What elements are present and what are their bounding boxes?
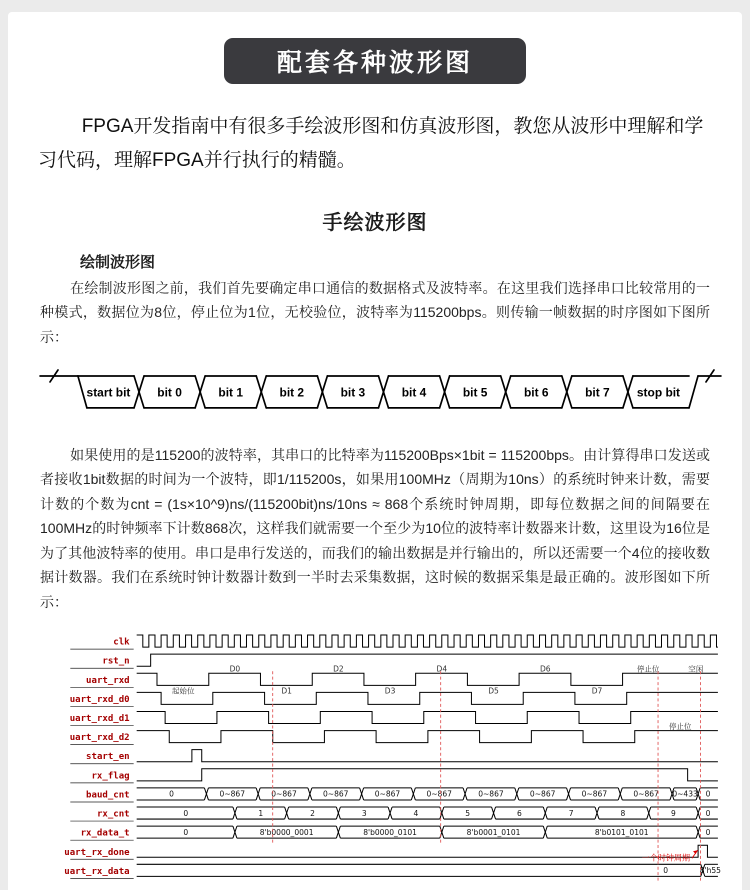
frame-intro-paragraph: 在绘制波形图之前，我们首先要确定串口通信的数据格式及波特率。在这里我们选择串口比较常用的一种模式，数据位为8位，停止位为1位，无校验位，波特率为115200bps。则传输一帧数据的时序图如下图所示： (40, 279, 710, 345)
signal-name: start_en (86, 752, 130, 763)
wave-label: D3 (384, 686, 396, 696)
bus-value: 8'b0101_0101 (594, 828, 649, 838)
bus-value: 0 (705, 828, 711, 838)
bus-value: 0~867 (478, 790, 504, 800)
bus-value: 0~867 (529, 790, 556, 800)
frame-cell-label: bit 2 (279, 385, 305, 400)
wave-label: D4 (436, 665, 448, 675)
signal-name: baud_cnt (86, 790, 130, 801)
signal-name: clk (113, 638, 130, 649)
bus-value: 0 (705, 809, 711, 819)
bus-value: 6 (517, 809, 522, 819)
intro-paragraph: FPGA开发指南中有很多手绘波形图和仿真波形图，教您从波形中理解和学习代码，理解FPGA并行执行的精髓。 (38, 116, 704, 171)
bus-value: 2 (310, 809, 315, 819)
signal-name: uart_rx_done (64, 848, 130, 859)
signal-name: rx_data_t (80, 829, 130, 840)
bus-value: 8'b0000_0001 (259, 828, 314, 838)
analysis-paragraph: 如果使用的是115200的波特率，其串口的比特率为115200Bps×1bit = 115200bps。由计算得串口发送或者接收1bit数据的时间为一个波特，即1/115200s，如果用100MHz（周期为10ns）的系统时钟来计数，需要计数的个数为cnt = (1s×10^9)ns/(115200bit)ns/10ns ≈ 868个系统时钟周期，即每位数据之间的间隔要在100MHz的时钟频率下计数868次，这样我们就需要一个至少为10位的波特率计数器来计数，这里设为16位是为了其他波特率的使用。串口是串行发送的，而我们的输出数据是并行输出的，所以还需要一个4位的接收数据计数器。我们在系统时钟计数器计数到一半时去采集数据，这时候的数据采集是最正确的。波形图如下所示： (40, 446, 710, 610)
sub-heading: 绘制波形图 (80, 253, 156, 271)
section-title: 手绘波形图 (322, 211, 428, 234)
wave-label: 停止位 (668, 722, 692, 732)
stop-rise (689, 376, 698, 408)
annotation-text: 一个时钟周期 (641, 853, 691, 863)
bit-wave (137, 693, 718, 705)
wave-label: D0 (229, 665, 241, 675)
bus-value: 1 (258, 809, 264, 819)
bus-value: 0 (169, 790, 174, 800)
wave-label: D2 (333, 665, 344, 675)
frame-cell-label: bit 0 (157, 385, 182, 400)
signal-name: rst_n (102, 657, 130, 668)
frame-cell-label: bit 1 (218, 385, 243, 400)
bus-value: 0~867 (374, 790, 401, 800)
wave-label: D6 (539, 665, 551, 675)
bit-wave (137, 750, 718, 762)
bus-value: 0~867 (219, 790, 246, 800)
signal-name: rx_flag (91, 771, 130, 782)
frame-cell-label: bit 6 (523, 385, 549, 400)
bit-wave (137, 655, 718, 667)
bit-wave (137, 712, 718, 724)
signal-name: uart_rx_data (64, 867, 130, 878)
simulation-waveform-figure (18, 628, 732, 889)
signal-name: uart_rxd (86, 676, 130, 687)
wave-label: D5 (488, 686, 499, 696)
frame-cell-label: bit 4 (401, 385, 427, 400)
annotation-arrowhead (693, 851, 698, 855)
frame-cell-label: bit 3 (340, 385, 366, 400)
simulation-waveform-diagram (18, 628, 732, 889)
start-fall (78, 376, 87, 408)
bus-value: 9 (671, 809, 676, 819)
bus-value: 8'h55 (699, 866, 721, 876)
signal-name: rx_cnt (96, 810, 130, 821)
wave-label: D7 (591, 686, 603, 696)
frame-cell-label: bit 5 (462, 385, 488, 400)
section-banner (224, 38, 526, 84)
bus-value: 0~433 (672, 790, 698, 800)
bus-value: 0 (183, 828, 189, 838)
frame-cell-label: bit 7 (585, 385, 610, 400)
content-page (8, 12, 742, 890)
bit-wave (137, 769, 718, 781)
bus-value: 8'b0000_0101 (363, 828, 417, 838)
wave-label: 起始位 (171, 686, 195, 696)
bus-value: 5 (465, 809, 471, 819)
wave-label: D1 (281, 686, 292, 696)
bus-value: 0 (705, 790, 711, 800)
bus-value: 0~867 (323, 790, 349, 800)
bus-value: 8'b0001_0101 (466, 828, 521, 838)
signal-name: uart_rxd_d1 (69, 714, 130, 725)
bus-value: 0 (183, 809, 189, 819)
clock-wave (137, 635, 718, 647)
bus-value: 0~867 (633, 790, 659, 800)
banner-title: 配套各种波形图 (276, 49, 473, 77)
signal-name: uart_rxd_d0 (69, 695, 130, 706)
bit-wave (137, 846, 718, 858)
signal-name: uart_rxd_d2 (69, 733, 130, 744)
bus-value: 8 (620, 809, 626, 819)
bus-value: 0~867 (581, 790, 608, 800)
bus-value: 3 (361, 809, 367, 819)
bus-value: 0~867 (426, 790, 452, 800)
uart-frame-figure (26, 365, 724, 421)
bit-wave (137, 674, 718, 686)
bus-value: 4 (413, 809, 419, 819)
bus-value: 0 (663, 866, 668, 876)
wave-label: 空闲 (688, 665, 704, 675)
uart-frame-diagram (26, 365, 724, 421)
frame-cell-label: stop bit (636, 385, 681, 400)
bit-wave (137, 731, 718, 743)
wave-label: 停止位 (636, 665, 660, 675)
frame-cell-label: start bit (86, 385, 131, 400)
bus-value: 7 (568, 809, 574, 819)
bus-value: 0~867 (271, 790, 297, 800)
